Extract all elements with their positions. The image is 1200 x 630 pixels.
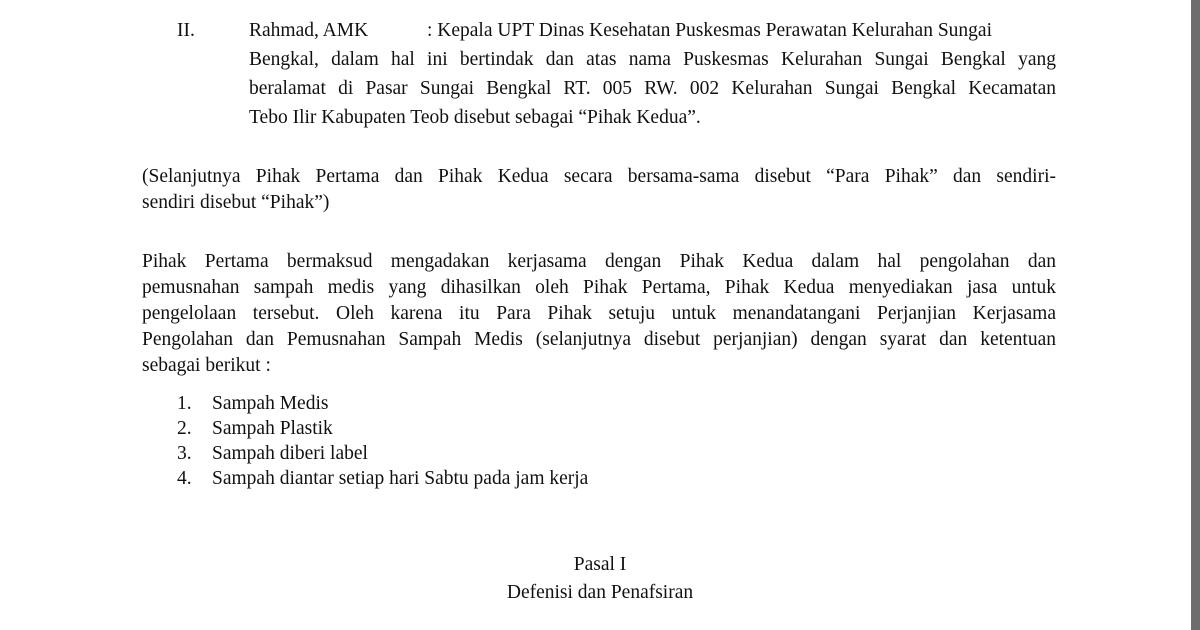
- paragraph-line: Pengolahan dan Pemusnahan Sampah Medis (selanjutnya disebut perjanjian) dengan syarat dan ketentuan: [142, 329, 1056, 350]
- paragraph-line: sendiri disebut “Pihak”): [142, 192, 330, 213]
- para-pihak-note: [142, 164, 1056, 216]
- party-two-block: [0, 18, 1200, 128]
- terms-list: [0, 391, 1200, 491]
- agreement-paragraph: [142, 249, 1056, 379]
- paragraph-line: pemusnahan sampah medis yang dihasilkan oleh Pihak Pertama, Pihak Kedua menyediakan jasa untuk: [142, 277, 1056, 298]
- paragraph-line: pengelolaan tersebut. Oleh karena itu Para Pihak setuju untuk menandatangani Perjanjian Kerjasama: [142, 303, 1056, 324]
- party-desc-line: Bengkal, dalam hal ini bertindak dan atas nama Puskesmas Kelurahan Sungai Bengkal yang: [249, 49, 1056, 70]
- list-item-text: Sampah diberi label: [212, 443, 368, 464]
- list-item-text: Sampah Plastik: [212, 418, 333, 439]
- list-item-number: 2.: [177, 418, 192, 439]
- list-item: [0, 466, 1200, 491]
- article-subtitle: Defenisi dan Penafsiran: [506, 582, 694, 603]
- list-item-text: Sampah diantar setiap hari Sabtu pada jam kerja: [212, 468, 589, 489]
- party-desc-line: Tebo Ilir Kabupaten Teob disebut sebagai “Pihak Kedua”.: [249, 107, 701, 128]
- paragraph-line: sebagai berikut :: [142, 355, 271, 376]
- list-item: [0, 441, 1200, 466]
- article-title: Pasal I: [573, 554, 627, 575]
- party-desc-line: beralamat di Pasar Sungai Bengkal RT. 005 RW. 002 Kelurahan Sungai Bengkal Kecamatan: [249, 78, 1056, 99]
- list-item-number: 1.: [177, 393, 192, 414]
- party-number: II.: [177, 20, 195, 41]
- list-item-number: 3.: [177, 443, 192, 464]
- list-item: [0, 416, 1200, 441]
- page-edge-strip: [1191, 0, 1200, 630]
- list-item: [0, 391, 1200, 416]
- list-item-number: 4.: [177, 468, 192, 489]
- paragraph-line: (Selanjutnya Pihak Pertama dan Pihak Kedua secara bersama-sama disebut “Para Pihak” dan sendiri-: [142, 166, 1056, 187]
- party-desc-line: : Kepala UPT Dinas Kesehatan Puskesmas Perawatan Kelurahan Sungai: [427, 20, 992, 41]
- party-name: Rahmad, AMK: [249, 20, 369, 41]
- list-item-text: Sampah Medis: [212, 393, 329, 414]
- paragraph-line: Pihak Pertama bermaksud mengadakan kerjasama dengan Pihak Kedua dalam hal pengolahan dan: [142, 251, 1056, 272]
